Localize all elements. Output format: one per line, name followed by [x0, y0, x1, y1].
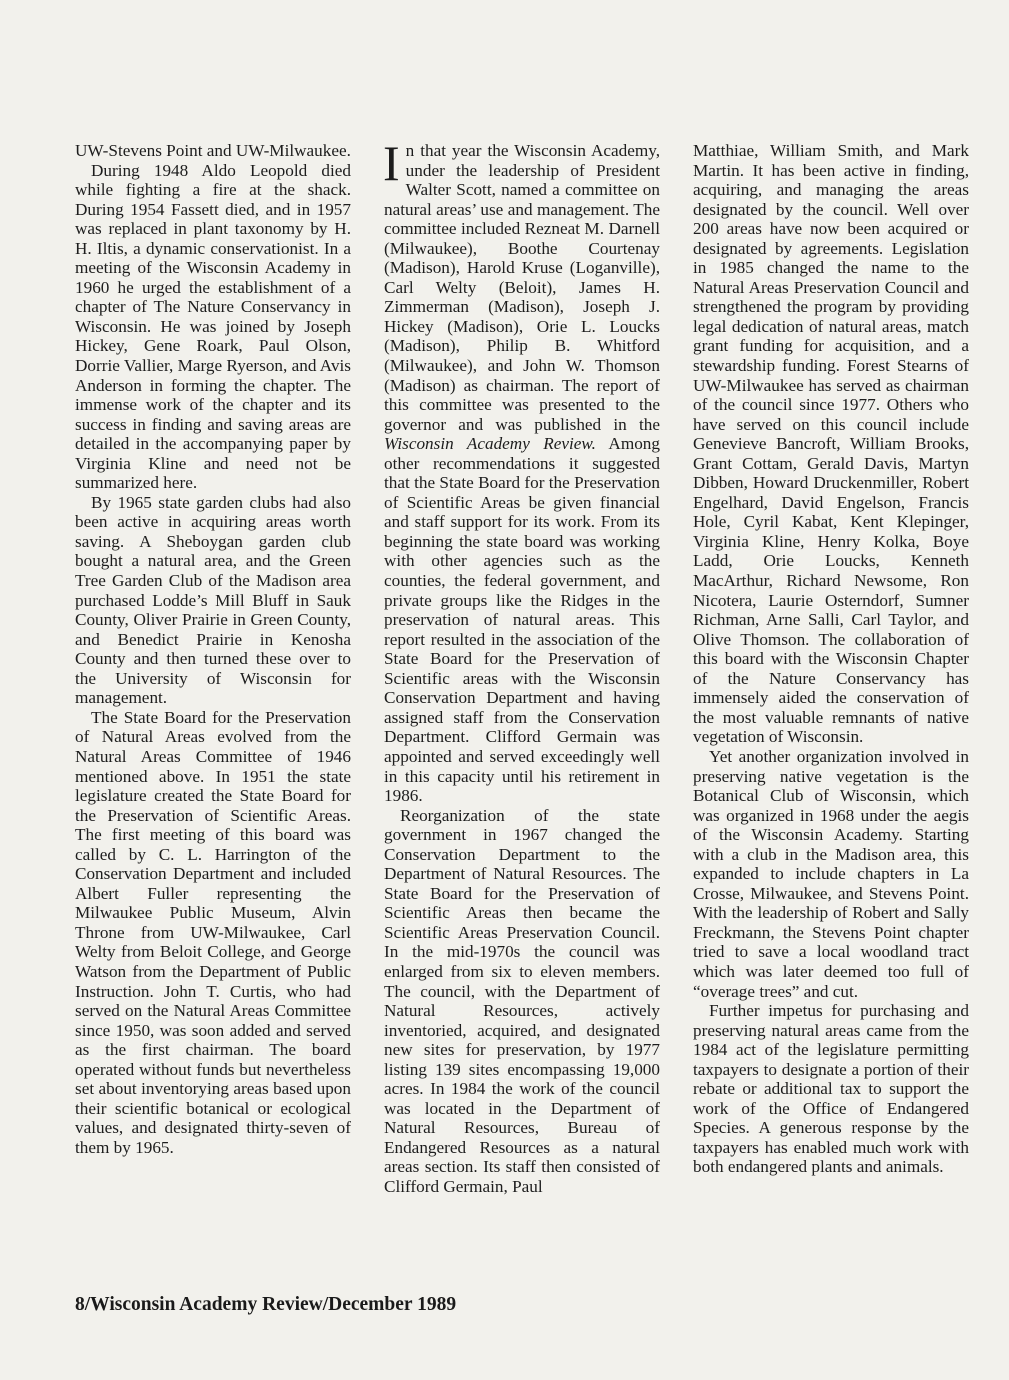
paragraph: By 1965 state garden clubs had also been active in acquiring areas worth saving. A Sheboygan garden club bought a natural area, and the Green Tree Garden Club of the Madison area purchased Lodde’s Mill Bluff in Sauk County, Oliver Prairie in Green County, and Benedict Prairie in Kenosha County and then turned these over to the University of Wisconsin for management.	[75, 492, 351, 708]
paragraph-text: n that year the Wisconsin Academy, under the leadership of President Walter Scott, named a committee on natural areas’ use and management. The committee included Rezneat M. Darnell (Milwaukee), Boothe Courtenay (Madison), Harold Kruse (Loganville), Carl Welty (Beloit), James H. Zimmerman (Madison), Joseph J. Hickey (Madison), Orie L. Loucks (Madison), Philip B. Whitford (Milwaukee), and John W. Thomson (Madison) as chairman. The report of this committee was presented to the governor and was published in the	[384, 141, 660, 434]
journal-title: Wisconsin Academy Review.	[384, 434, 596, 454]
paragraph: Matthiae, William Smith, and Mark Martin. It has been active in finding, acquiring, and managing the areas designated by the council. Well over 200 areas have now been acquired or designated by agreements. Legislation in 1985 changed the name to the Natural Areas Preservation Council and strengthened the program by providing legal dedication of natural areas, match grant funding for acquisition, and a stewardship funding. Forest Stearns of UW-Milwaukee has served as chairman of the council since 1977. Others who have served on this council include Genevieve Bancroft, William Brooks, Grant Cottam, Gerald Davis, Martyn Dibben, Howard Druckenmiller, Robert Engelhard, David Engelson, Francis Hole, Cyril Kabat, Kent Klepinger, Virginia Kline, Henry Kolka, Boye Ladd, Orie Loucks, Kenneth MacArthur, Richard Newsome, Ron Nicotera, Laurie Osterndorf, Sumner Richman, Arne Salli, Carl Taylor, and Olive Thomson. The collaboration of this board with the Wisconsin Chapter of the Nature Conservancy has immensely aided the conservation of the most valuable remnants of native vegetation of Wisconsin.	[693, 141, 969, 747]
page-footer: 8/Wisconsin Academy Review/December 1989	[75, 1294, 457, 1315]
paragraph: During 1948 Aldo Leopold died while fighting a fire at the shack. During 1954 Fassett died, and in 1957 was replaced in plant taxonomy by H. H. Iltis, a dynamic conservationist. In a meeting of the Wisconsin Academy in 1960 he urged the establishment of a chapter of The Nature Conservancy in Wisconsin. He was joined by Joseph Hickey, Gene Roark, Paul Olson, Dorrie Vallier, Marge Ryerson, and Avis Anderson in forming the chapter. The immense work of the chapter and its success in finding and saving areas are detailed in the accompanying paper by Virginia Kline and need not be summarized here.	[75, 160, 351, 493]
text-column-3	[693, 141, 969, 1177]
paragraph: Reorganization of the state government in 1967 changed the Conservation Department to the Department of Natural Resources. The State Board for the Preservation of Scientific Areas then became the Scientific Areas Preservation Council. In the mid-1970s the council was enlarged from six to eleven members. The council, with the Department of Natural Resources, actively inventoried, acquired, and designated new sites for preservation, by 1977 listing 139 sites encompassing 19,000 acres. In 1984 the work of the council was located in the Department of Natural Resources, Bureau of Endangered Resources as a natural areas section. Its staff then consisted of Clifford Germain, Paul	[384, 805, 660, 1196]
paragraph: Yet another organization involved in preserving native vegetation is the Botanical Club of Wisconsin, which was organized in 1968 under the aegis of the Wisconsin Academy. Starting with a club in the Madison area, this expanded to include chapters in La Crosse, Milwaukee, and Stevens Point. With the leadership of Robert and Sally Freckmann, the Stevens Point chapter tried to save a local woodland tract which was later deemed too full of “overage trees” and cut.	[693, 746, 969, 1001]
paragraph: Further impetus for purchasing and preserving natural areas came from the 1984 act of the legislature permitting taxpayers to designate a portion of their rebate or additional tax to support the work of the Office of Endangered Species. A generous response by the taxpayers has enabled much work with both endangered plants and animals.	[693, 1001, 969, 1177]
text-column-1	[75, 141, 351, 1157]
paragraph: UW-Stevens Point and UW-Milwaukee.	[75, 141, 351, 160]
text-column-2	[383, 135, 660, 1197]
paragraph-text: Among other recommendations it suggested that the State Board for the Preservation of Scientific Areas be given financial and staff support for its work. From its beginning the state board was working with other agencies such as the counties, the federal government, and private groups like the Ridges in the preservation of natural areas. This report resulted in the association of the State Board for the Preservation of Scientific areas with the Wisconsin Conservation Department and having assigned staff from the Conservation Department. Clifford Germain was appointed and served exceedingly well in this capacity until his retirement in 1986.	[384, 434, 660, 806]
paragraph	[383, 135, 660, 806]
paragraph: The State Board for the Preservation of Natural Areas evolved from the Natural Areas Committee of 1946 mentioned above. In 1951 the state legislature created the State Board for the Preservation of Scientific Areas. The first meeting of this board was called by C. L. Harrington of the Conservation Department and included Albert Fuller representing the Milwaukee Public Museum, Alvin Throne from UW-Milwaukee, Carl Welty from Beloit College, and George Watson from the Department of Public Instruction. John T. Curtis, who had served on the Natural Areas Committee since 1950, was soon added and served as the first chairman. The board operated without funds but nevertheless set about inventorying areas based upon their scientific botanical or ecological values, and designated thirty-seven of them by 1965.	[75, 707, 351, 1157]
drop-cap: I	[383, 135, 400, 191]
